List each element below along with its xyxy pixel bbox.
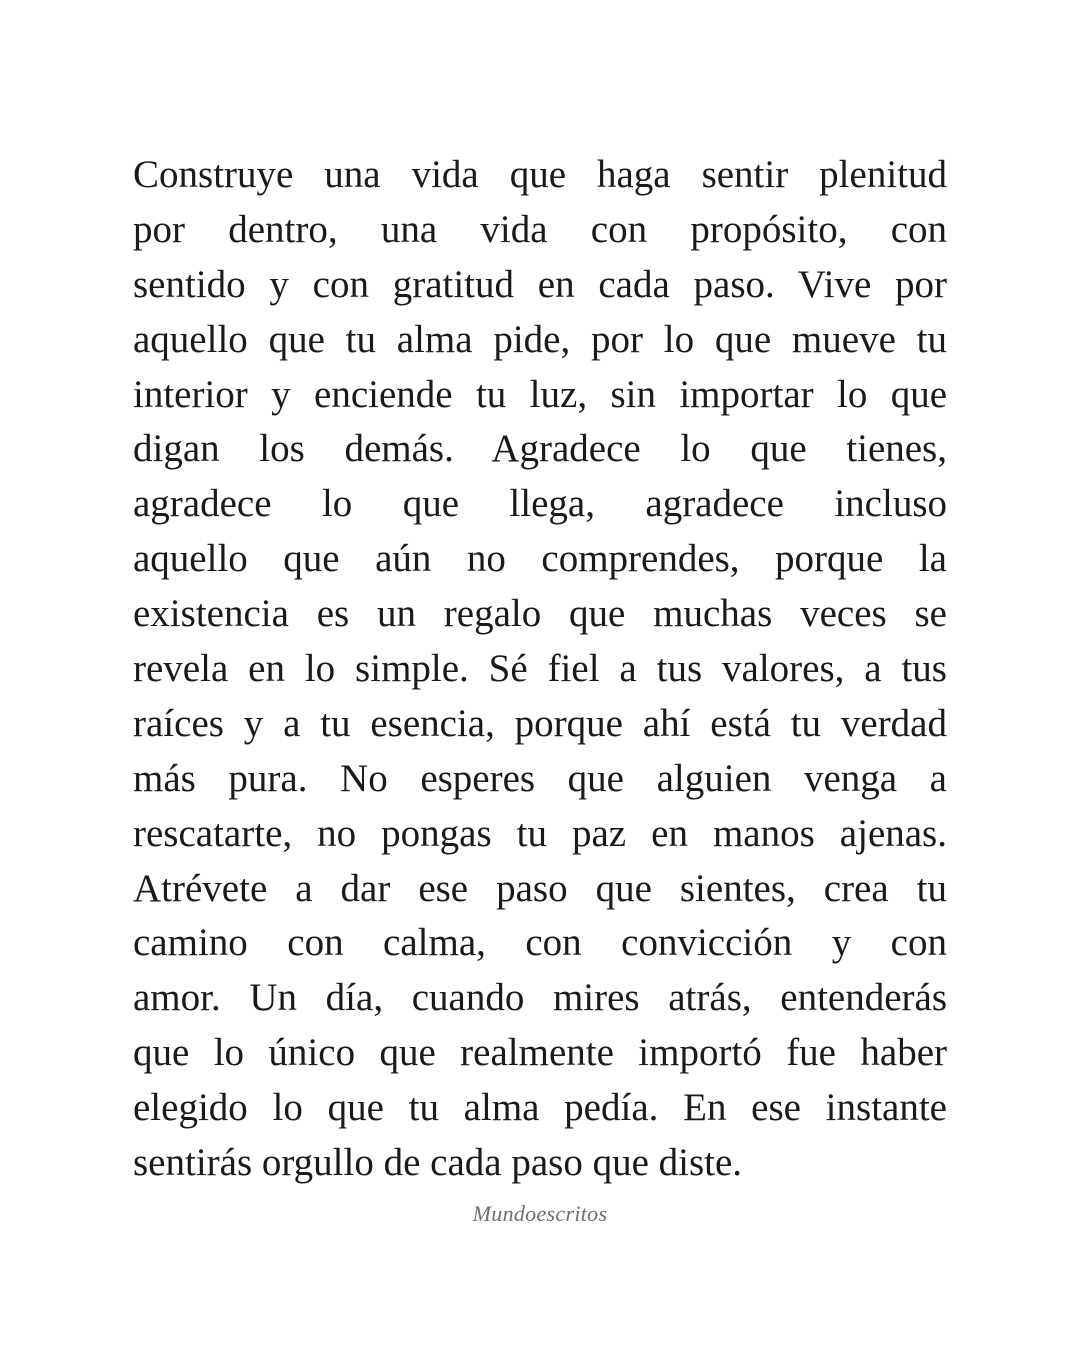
quote-line: elegido lo que tu alma pedía. En ese instante [133, 1086, 947, 1130]
quote-line: Atrévete a dar ese paso que sientes, crea tu [133, 866, 947, 910]
quote-line: rescatarte, no pongas tu paz en manos ajenas. [133, 811, 947, 855]
quote-line: raíces y a tu esencia, porque ahí está tu verdad [133, 701, 947, 745]
quote-line: que lo único que realmente importó fue haber [133, 1031, 947, 1075]
quote-line: aquello que aún no comprendes, porque la [133, 537, 947, 581]
quote-line: amor. Un día, cuando mires atrás, entenderás [133, 976, 947, 1020]
author-signature: Mundoescritos [472, 1201, 608, 1226]
quote-text [133, 148, 947, 1191]
quote-line: aquello que tu alma pide, por lo que mueve tu [133, 317, 947, 361]
quote-line: más pura. No esperes que alguien venga a [133, 756, 947, 800]
quote-line: interior y enciende tu luz, sin importar lo que [133, 372, 947, 416]
quote-line: camino con calma, con convicción y con [133, 921, 947, 965]
quote-line: Construye una vida que haga sentir plenitud [133, 153, 947, 196]
quote-line: revela en lo simple. Sé fiel a tus valores, a tus [133, 647, 947, 691]
quote-line: por dentro, una vida con propósito, con [133, 207, 947, 251]
quote-line: sentirás orgullo de cada paso que diste. [133, 1141, 743, 1185]
quote-line: agradece lo que llega, agradece incluso [133, 482, 947, 526]
quote-line: digan los demás. Agradece lo que tienes, [133, 427, 947, 471]
quote-line: existencia es un regalo que muchas veces se [133, 592, 947, 636]
quote-line: sentido y con gratitud en cada paso. Vive por [133, 262, 947, 306]
